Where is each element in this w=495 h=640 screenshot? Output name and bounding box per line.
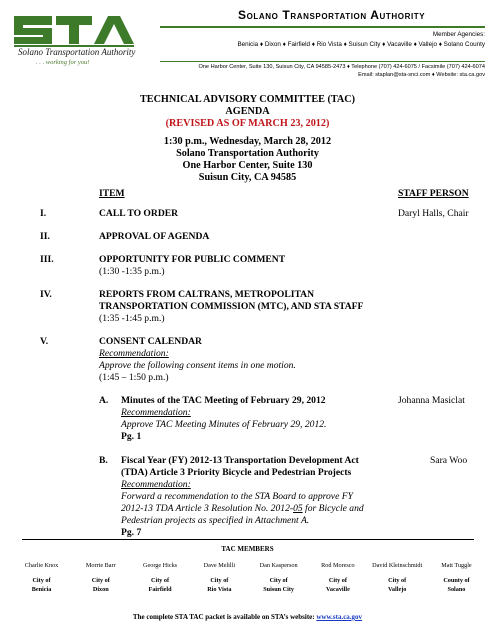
meeting-address-1: One Harbor Center, Suite 130 <box>182 160 313 171</box>
recommendation-line2-start: 2012-13 TDA Article 3 Resolution No. 2012- <box>121 503 294 514</box>
item-time: (1:35 -1:45 p.m.) <box>99 313 165 324</box>
meeting-address-2: Suisun City, CA 94585 <box>198 172 297 183</box>
member-agency: Vacaville <box>325 586 350 593</box>
footer-text: The complete STA TAC packet is available on STA’s website: <box>132 613 317 621</box>
member-name: George Hicks <box>143 562 178 569</box>
staff-person: Johanna Masiclat <box>398 395 465 406</box>
member-name: David Kleinschmidt <box>372 562 423 569</box>
committee-title: TECHNICAL ADVISORY COMMITTEE (TAC) <box>139 94 355 105</box>
item-time: (1:30 -1:35 p.m.) <box>99 266 165 277</box>
staff-person: Sara Woo <box>430 455 468 466</box>
staff-person: Daryl Halls, Chair <box>398 208 469 219</box>
member-agency: Benicia <box>31 586 52 593</box>
member-name: Dave Melilli <box>203 562 236 569</box>
logo-tagline: . . . working for you! <box>36 59 90 66</box>
member-agency-row-2 <box>14 586 484 593</box>
subitem-title-line2: (TDA) Article 3 Priority Bicycle and Pedestrian Projects <box>121 467 352 478</box>
item-number: II. <box>40 231 50 242</box>
item-title: APPROVAL OF AGENDA <box>99 231 210 242</box>
subitem-title: Minutes of the TAC Meeting of February 29, 2012 <box>121 395 326 406</box>
item-number: I. <box>40 208 47 219</box>
footer-note <box>0 613 495 621</box>
member-agency-prefix: City of <box>91 577 110 584</box>
contact-address: One Harbor Center, Suite 130, Suisun City, CA 94585-2473 ♦ Telephone (707) 424-6075 / Facsimile (707) 424-6074 <box>198 64 485 70</box>
item-title: OPPORTUNITY FOR PUBLIC COMMENT <box>99 254 286 265</box>
footer-divider <box>22 539 474 540</box>
member-agency-prefix: City of <box>210 577 229 584</box>
contact-email: Email: staplan@sta-snci.com ♦ Website: sta.ca.gov <box>358 72 485 78</box>
item-number: IV. <box>40 289 52 300</box>
item-number: III. <box>40 254 54 265</box>
sta-logo <box>14 13 134 47</box>
member-agency-prefix: City of <box>388 577 407 584</box>
resolution-number: 05 <box>293 503 303 514</box>
member-agency: Solano <box>447 586 466 593</box>
item-column-header: ITEM <box>99 188 125 199</box>
org-title: Solano Transportation Authority <box>238 8 426 22</box>
member-agency-row-1 <box>14 577 484 584</box>
recommendation-line3: Pedestrian projects as specified in Attachment A. <box>121 515 310 526</box>
member-name: Matt Tuggle <box>441 562 472 569</box>
page-reference: Pg. 7 <box>121 527 142 538</box>
member-name: Morrie Barr <box>85 562 116 569</box>
recommendation-line2-end: for Bicycle and <box>302 503 364 514</box>
member-agency-prefix: City of <box>328 577 347 584</box>
subitem-title-line1: Fiscal Year (FY) 2012-13 Transportation Development Act <box>121 455 359 466</box>
recommendation-text: Approve TAC Meeting Minutes of February 29, 2012. <box>121 419 327 430</box>
member-agency: Fairfield <box>148 586 172 593</box>
member-agency-prefix: City of <box>32 577 51 584</box>
recommendation-line1: Forward a recommendation to the STA Board to approve FY <box>121 491 353 502</box>
logo-subtitle: Solano Transportation Authority <box>18 47 136 57</box>
meeting-org: Solano Transportation Authority <box>176 148 319 159</box>
recommendation-text: Approve the following consent items in one motion. <box>99 360 296 371</box>
item-title-line1: REPORTS FROM CALTRANS, METROPOLITAN <box>99 289 315 300</box>
agenda-title: AGENDA <box>225 106 270 117</box>
website-link[interactable]: www.sta.ca.gov <box>316 613 363 621</box>
item-number: V. <box>40 336 49 347</box>
member-agency: Dixon <box>92 586 109 593</box>
subitem-letter: B. <box>99 455 108 466</box>
item-time: (1:45 – 1:50 p.m.) <box>99 372 169 383</box>
meeting-time: 1:30 p.m., Wednesday, March 28, 2012 <box>163 136 332 147</box>
tac-members-title: TAC MEMBERS <box>221 545 274 553</box>
member-agencies-label: Member Agencies: <box>432 31 485 38</box>
member-agencies-list: Benicia ♦ Dixon ♦ Fairfield ♦ Rio Vista ♦ Suisun City ♦ Vacaville ♦ Vallejo ♦ Solano County <box>237 41 485 48</box>
recommendation-line2 <box>121 503 364 515</box>
member-names-row <box>14 562 484 569</box>
revised-notice: (REVISED AS OF MARCH 23, 2012) <box>165 118 330 129</box>
member-agency-prefix: City of <box>269 577 288 584</box>
member-name: Dan Kasperson <box>259 562 298 569</box>
member-name: Charlie Knox <box>24 562 59 569</box>
recommendation-label: Recommendation: <box>121 407 191 418</box>
member-agency-prefix: County of <box>443 577 470 584</box>
item-title-line2: TRANSPORTATION COMMISSION (MTC), AND STA STAFF <box>99 301 364 312</box>
member-agency: Vallejo <box>388 586 407 593</box>
member-agency: Rio Vista <box>207 586 232 593</box>
item-title: CALL TO ORDER <box>99 208 179 219</box>
recommendation-label: Recommendation: <box>121 479 191 490</box>
member-agency-prefix: City of <box>151 577 170 584</box>
page-reference: Pg. 1 <box>121 431 142 442</box>
item-title: CONSENT CALENDAR <box>99 336 202 347</box>
recommendation-label: Recommendation: <box>99 348 169 359</box>
header-divider-2 <box>160 61 485 62</box>
member-agency: Suisun City <box>263 586 295 593</box>
header-divider <box>160 26 485 28</box>
staff-column-header: STAFF PERSON <box>398 188 469 199</box>
subitem-letter: A. <box>99 395 109 406</box>
member-name: Rod Moresco <box>321 562 355 569</box>
